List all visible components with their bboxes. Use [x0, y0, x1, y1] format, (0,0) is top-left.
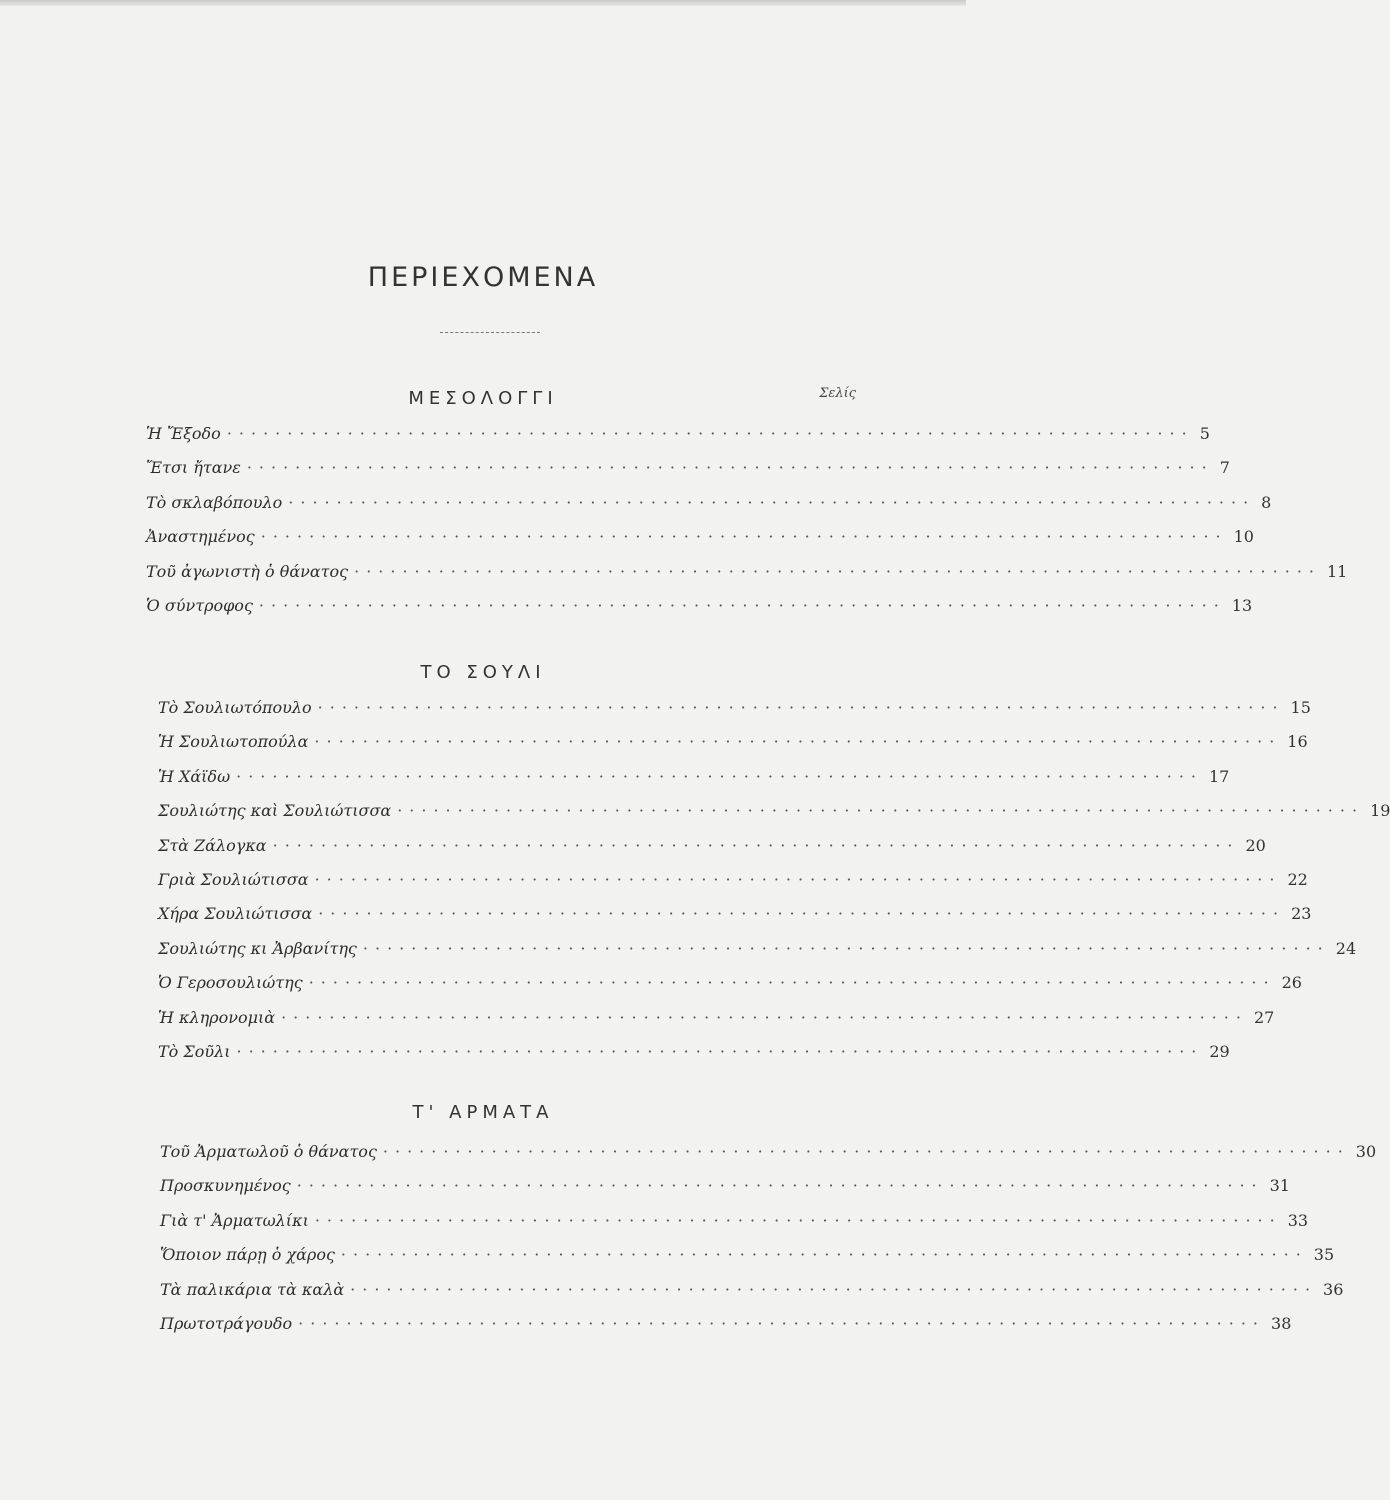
toc-entry-page: 35: [1313, 1245, 1335, 1265]
toc-entry-page: 33: [1287, 1210, 1309, 1230]
toc-entry-title: Σουλιώτης καὶ Σουλιώτισσα: [158, 801, 392, 821]
toc-entry-title: Ἡ Ἔξοδο: [146, 424, 221, 443]
toc-entry: [158, 938, 1357, 973]
toc-entry-page: 20: [1245, 835, 1266, 855]
dot-leader: ················································································: [308, 973, 1276, 993]
toc-entry-page: 10: [1233, 527, 1254, 547]
dot-leader: ················································································: [397, 801, 1365, 821]
toc-entry: [158, 1042, 1230, 1076]
dot-leader: ················································································: [354, 561, 1321, 581]
toc-entry-page: 29: [1209, 1042, 1230, 1061]
dot-leader: ················································································: [314, 870, 1282, 889]
section-heading-mesolongi: ΜΕΣΟΛΟΓΓΙ: [408, 388, 558, 409]
toc-entry-title: Στὰ Ζάλογκα: [158, 835, 267, 855]
toc-entry-page: 7: [1219, 458, 1230, 478]
toc-entry-title: Ὁ Γεροσουλιώτης: [158, 973, 303, 993]
toc-entry-page: 38: [1271, 1314, 1292, 1333]
dot-leader: ················································································: [318, 904, 1286, 924]
toc-entry-page: 16: [1287, 732, 1308, 752]
toc-entry: [160, 1176, 1290, 1210]
dot-leader: ················································································: [298, 1314, 1266, 1333]
toc-entry: [158, 801, 1390, 835]
toc-entry-title: Ὁ σύντροφος: [146, 596, 253, 615]
dot-leader: ················································································: [340, 1245, 1308, 1265]
toc-entry-page: 36: [1323, 1279, 1344, 1299]
dot-leader: ················································································: [314, 1210, 1282, 1230]
toc-entry-page: 30: [1355, 1142, 1377, 1161]
title-divider: [440, 332, 540, 333]
dot-leader: ················································································: [288, 492, 1256, 512]
toc-entry-title: Γιὰ τ' Ἀρματωλίκι: [160, 1210, 309, 1230]
dot-leader: ················································································: [260, 527, 1228, 547]
toc-entry-title: Ἡ κληρονομιὰ: [158, 1007, 276, 1027]
toc-entry-title: Τὰ παλικάρια τὰ καλὰ: [160, 1279, 345, 1299]
dot-leader: ················································································: [258, 596, 1226, 615]
dot-leader: ················································································: [246, 458, 1214, 478]
toc-entry: [160, 1279, 1344, 1314]
toc-entry-page: 22: [1287, 870, 1308, 889]
toc-entry: [146, 527, 1254, 561]
dot-leader: ················································································: [350, 1279, 1318, 1299]
dot-leader: ················································································: [314, 732, 1282, 752]
toc-entry: [146, 561, 1348, 596]
toc-entry-page: 17: [1208, 766, 1230, 786]
dot-leader: ················································································: [296, 1176, 1264, 1196]
toc-entry: [158, 870, 1308, 904]
toc-entry: [160, 1245, 1335, 1279]
toc-entry: [158, 973, 1302, 1007]
toc-entry-page: 15: [1290, 698, 1311, 717]
dot-leader: ················································································: [236, 766, 1203, 786]
toc-entry: [158, 835, 1266, 870]
toc-entry-page: 31: [1269, 1176, 1290, 1196]
toc-entry-title: Ἔτσι ἤτανε: [146, 458, 241, 478]
section-heading-armata: Τ' ΑΡΜΑΤΑ: [412, 1102, 554, 1123]
toc-entry-title: Ὅποιον πάρῃ ὁ χάρος: [160, 1245, 335, 1265]
dot-leader: ················································································: [236, 1042, 1204, 1061]
toc-entry: [146, 596, 1253, 630]
toc-entry: [158, 766, 1230, 801]
toc-entry: [158, 732, 1308, 766]
toc-entry: [160, 1210, 1309, 1245]
toc-entry: [158, 698, 1311, 732]
toc-entry-title: Ἀναστημένος: [146, 527, 255, 547]
page-column-label: Σελίς: [819, 386, 856, 401]
dot-leader: ················································································: [272, 835, 1240, 855]
dot-leader: ················································································: [317, 698, 1285, 717]
section-heading-souli: ΤΟ ΣΟΥΛΙ: [420, 662, 546, 683]
toc-entry-page: 13: [1231, 596, 1253, 615]
toc-entry: [146, 458, 1230, 492]
toc-entry: [160, 1142, 1377, 1176]
page-title: ΠΕΡΙΕΧΟΜΕΝΑ: [367, 262, 599, 293]
toc-entry-page: 11: [1326, 561, 1348, 581]
toc-entry-page: 5: [1199, 424, 1210, 443]
toc-entry-title: Ἡ Χάϊδω: [158, 766, 231, 786]
toc-entry-page: 26: [1281, 973, 1302, 993]
toc-entry-title: Πρωτοτράγουδο: [160, 1314, 293, 1333]
toc-entry: [146, 492, 1272, 527]
dot-leader: ················································································: [281, 1007, 1248, 1027]
toc-entry: [160, 1314, 1292, 1348]
toc-entry-title: Τοῦ ἀγωνιστὴ ὁ θάνατος: [146, 561, 349, 581]
toc-entry-title: Τοῦ Ἀρματωλοῦ ὁ θάνατος: [160, 1142, 377, 1161]
toc-entry-page: 24: [1335, 938, 1357, 958]
toc-entry-page: 19: [1370, 801, 1390, 821]
dot-leader: ················································································: [362, 938, 1330, 958]
dot-leader: ················································································: [382, 1142, 1350, 1161]
toc-entry-page: 27: [1253, 1007, 1275, 1027]
toc-entry-title: Προσκυνημένος: [160, 1176, 291, 1196]
toc-entry-page: 23: [1291, 904, 1312, 924]
toc-entry-title: Γριὰ Σουλιώτισσα: [158, 870, 309, 889]
toc-entry-title: Χήρα Σουλιώτισσα: [158, 904, 313, 924]
toc-entry-title: Σουλιώτης κι Ἀρβανίτης: [158, 938, 357, 958]
toc-entry: [158, 1007, 1275, 1042]
toc-entry: [146, 424, 1210, 458]
toc-entry: [158, 904, 1312, 938]
toc-entry-title: Τὸ σκλαβόπουλο: [146, 492, 283, 512]
dot-leader: ················································································: [226, 424, 1194, 443]
toc-entry-title: Τὸ Σουλιωτόπουλο: [158, 698, 312, 717]
toc-entry-title: Ἡ Σουλιωτοπούλα: [158, 732, 309, 752]
toc-entry-title: Τὸ Σοῦλι: [158, 1042, 231, 1061]
toc-entry-page: 8: [1261, 492, 1272, 512]
